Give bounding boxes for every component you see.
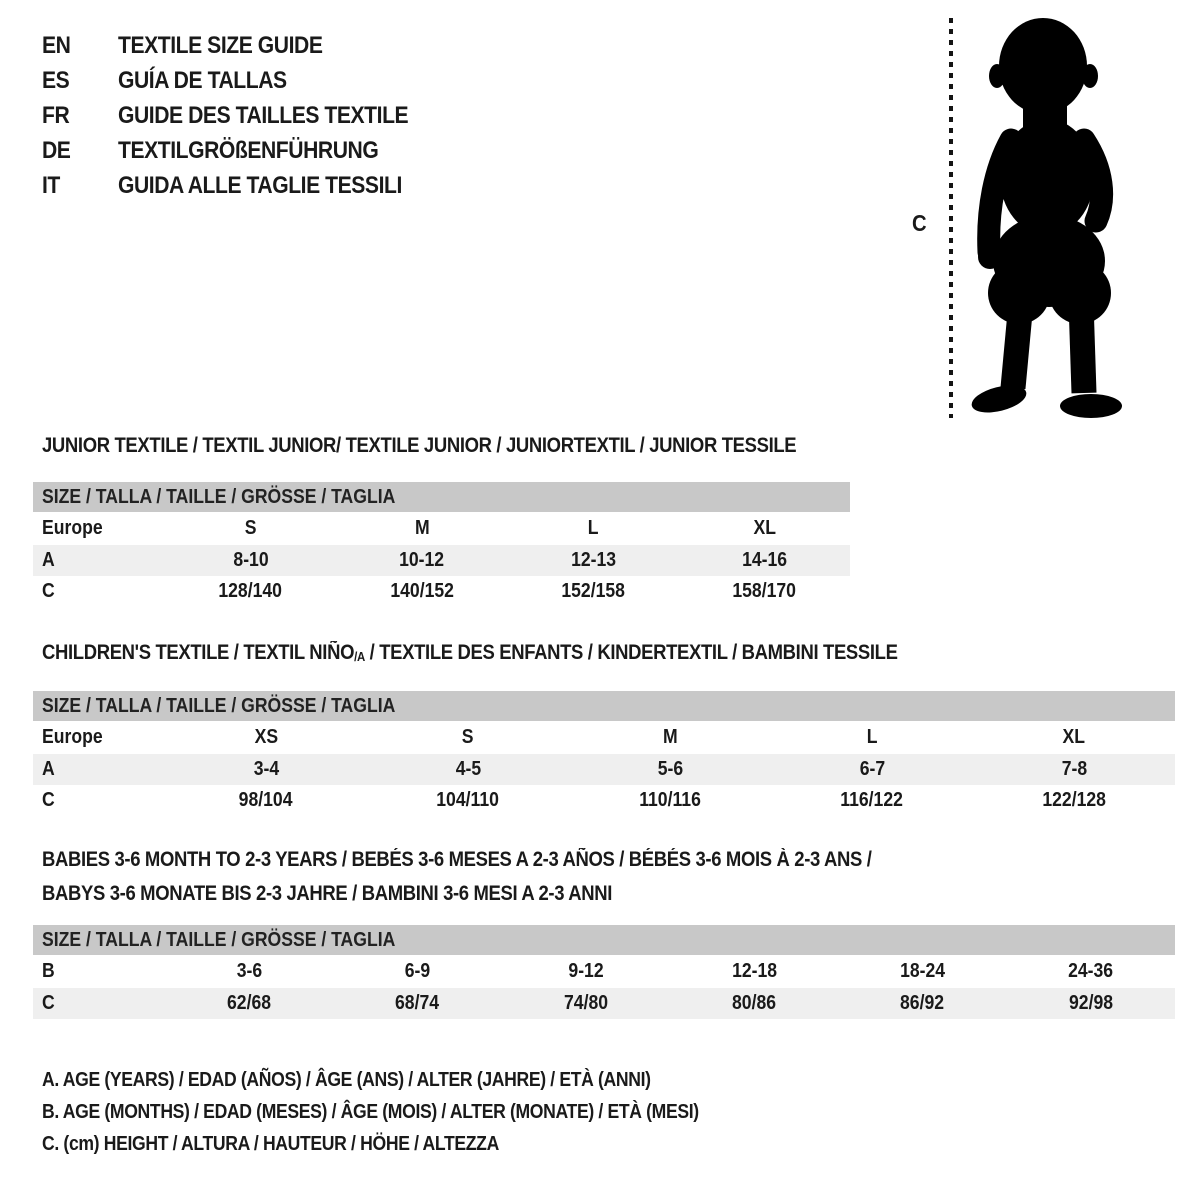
language-row bbox=[42, 168, 448, 203]
table-cell: XS bbox=[254, 726, 278, 748]
table-cell: 110/116 bbox=[639, 789, 701, 811]
language-code: ES bbox=[42, 66, 70, 94]
table-cell: 152/158 bbox=[561, 580, 625, 602]
table-cell: 6-7 bbox=[859, 758, 885, 780]
language-title: GUIDE DES TAILLES TEXTILE bbox=[118, 101, 409, 129]
legend-line-c: C. (cm) HEIGHT / ALTURA / HAUTEUR / HÖHE / ALTEZZA bbox=[42, 1132, 499, 1155]
babies-size-table bbox=[33, 925, 1175, 1019]
table-row bbox=[33, 576, 850, 607]
junior-table-title bbox=[42, 434, 899, 458]
row-label: C bbox=[42, 992, 55, 1014]
table-cell: 116/122 bbox=[840, 789, 904, 811]
height-measure-line bbox=[949, 18, 953, 418]
table-row bbox=[33, 721, 1175, 754]
table-cell: L bbox=[866, 726, 878, 748]
table-cell: 92/98 bbox=[1068, 992, 1113, 1014]
table-cell: S bbox=[462, 726, 474, 748]
language-title-list bbox=[42, 28, 448, 203]
table-cell: 6-9 bbox=[404, 960, 431, 982]
table-cell: 74/80 bbox=[563, 992, 608, 1014]
height-measure-label: C bbox=[912, 210, 927, 236]
table-cell: 128/140 bbox=[218, 580, 283, 602]
language-title: TEXTILE SIZE GUIDE bbox=[118, 31, 323, 59]
babies-table-title-text1: BABIES 3-6 MONTH TO 2-3 YEARS / BEBÉS 3-6 MESES A 2-3 AÑOS / BÉBÉS 3-6 MOIS À 2-3 ANS / bbox=[42, 848, 872, 871]
size-header-label: SIZE / TALLA / TAILLE / GRÖSSE / TAGLIA bbox=[42, 694, 396, 717]
table-cell: 14-16 bbox=[741, 549, 787, 571]
language-row bbox=[42, 98, 448, 133]
size-header-label: SIZE / TALLA / TAILLE / GRÖSSE / TAGLIA bbox=[42, 485, 396, 508]
table-cell: XL bbox=[1062, 726, 1086, 748]
language-row bbox=[42, 28, 448, 63]
language-title: GUIDA ALLE TAGLIE TESSILI bbox=[118, 171, 402, 199]
title-part: / TEXTILE DES ENFANTS / KINDERTEXTIL / BAMBINI TESSILE bbox=[364, 641, 898, 664]
row-label: C bbox=[42, 580, 55, 602]
legend-line-a: A. AGE (YEARS) / EDAD (AÑOS) / ÂGE (ANS) / ALTER (JAHRE) / ETÀ (ANNI) bbox=[42, 1068, 651, 1091]
table-cell: 4-5 bbox=[455, 758, 481, 780]
table-cell: 104/110 bbox=[436, 789, 500, 811]
row-label: A bbox=[42, 758, 55, 780]
table-row bbox=[33, 512, 850, 545]
size-header-bar bbox=[33, 691, 1175, 721]
table-cell: 86/92 bbox=[900, 992, 945, 1014]
table-cell: L bbox=[587, 517, 599, 539]
table-cell: 12-13 bbox=[570, 549, 616, 571]
size-header-label: SIZE / TALLA / TAILLE / GRÖSSE / TAGLIA bbox=[42, 928, 396, 951]
junior-table-title-text: JUNIOR TEXTILE / TEXTIL JUNIOR/ TEXTILE JUNIOR / JUNIORTEXTIL / JUNIOR TESSILE bbox=[42, 434, 797, 457]
legend-line-b: B. AGE (MONTHS) / EDAD (MESES) / ÂGE (MOIS) / ALTER (MONATE) / ETÀ (MESI) bbox=[42, 1100, 699, 1123]
junior-size-table bbox=[33, 482, 850, 607]
table-cell: 18-24 bbox=[899, 960, 945, 982]
toddler-silhouette-icon bbox=[963, 14, 1139, 422]
size-header-bar bbox=[33, 925, 1175, 955]
table-row bbox=[33, 988, 1175, 1019]
language-code: FR bbox=[42, 101, 70, 129]
table-cell: 80/86 bbox=[732, 992, 777, 1014]
row-label: A bbox=[42, 549, 55, 571]
table-cell: 98/104 bbox=[239, 789, 293, 811]
row-label: B bbox=[42, 960, 55, 982]
table-cell: 9-12 bbox=[568, 960, 604, 982]
row-label: C bbox=[42, 789, 55, 811]
table-cell: 12-18 bbox=[731, 960, 777, 982]
size-header-bar bbox=[33, 482, 850, 512]
table-cell: 7-8 bbox=[1061, 758, 1087, 780]
children-table-title bbox=[42, 641, 1014, 665]
table-cell: XL bbox=[753, 517, 776, 539]
table-cell: M bbox=[414, 517, 430, 539]
table-cell: 10-12 bbox=[399, 549, 445, 571]
table-row bbox=[33, 545, 850, 576]
table-cell: S bbox=[244, 517, 257, 539]
table-cell: 122/128 bbox=[1042, 789, 1106, 811]
table-row bbox=[33, 955, 1175, 988]
children-size-table bbox=[33, 691, 1175, 816]
table-cell: 3-6 bbox=[236, 960, 262, 982]
language-row bbox=[42, 133, 448, 168]
table-cell: 158/170 bbox=[732, 580, 797, 602]
row-label: Europe bbox=[42, 726, 103, 748]
language-code: IT bbox=[42, 171, 60, 199]
babies-table-title-line2 bbox=[42, 882, 690, 906]
language-title: GUÍA DE TALLAS bbox=[118, 66, 287, 94]
children-table-title-text bbox=[42, 641, 898, 665]
table-row bbox=[33, 785, 1175, 816]
row-label: Europe bbox=[42, 517, 103, 539]
language-code: EN bbox=[42, 31, 71, 59]
babies-table-title-line1 bbox=[42, 848, 985, 872]
language-row bbox=[42, 63, 448, 98]
babies-table-title-text2: BABYS 3-6 MONATE BIS 2-3 JAHRE / BAMBINI 3-6 MESI A 2-3 ANNI bbox=[42, 882, 612, 905]
table-row bbox=[33, 754, 1175, 785]
table-cell: 3-4 bbox=[253, 758, 279, 780]
table-cell: M bbox=[662, 726, 678, 748]
language-code: DE bbox=[42, 136, 71, 164]
title-part: CHILDREN'S TEXTILE / TEXTIL NIÑO bbox=[42, 641, 355, 664]
table-cell: 68/74 bbox=[395, 992, 440, 1014]
table-cell: 140/152 bbox=[390, 580, 454, 602]
language-title: TEXTILGRÖßENFÜHRUNG bbox=[118, 136, 379, 164]
title-part-subscript: /A bbox=[354, 649, 365, 665]
table-cell: 24-36 bbox=[1068, 960, 1114, 982]
table-cell: 8-10 bbox=[233, 549, 269, 571]
legend bbox=[42, 1064, 788, 1160]
table-cell: 62/68 bbox=[227, 992, 272, 1014]
table-cell: 5-6 bbox=[657, 758, 683, 780]
